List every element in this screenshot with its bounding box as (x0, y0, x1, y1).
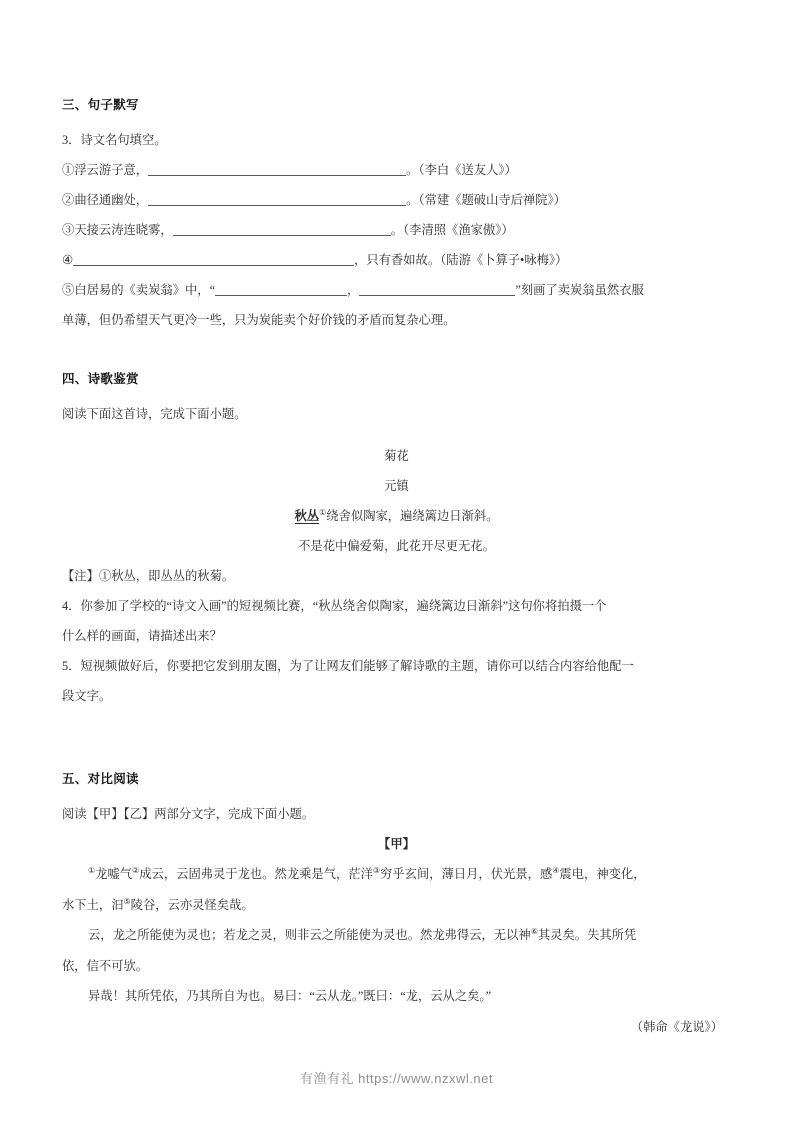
footnote-marker: ② (132, 865, 140, 875)
passage-label-jia: 【甲】 (378, 837, 415, 851)
classical-text: 其灵矣。失其所凭 (537, 928, 637, 942)
item-lead-text: 浮云游子意， (74, 163, 149, 177)
poem-line-2: 不是花中偏爱菊，此花开尽更无花。 (298, 539, 495, 553)
poem-title: 菊花 (384, 449, 409, 463)
classical-text: 震电，神变化， (559, 867, 646, 881)
item-tail-text: ”刻画了卖炭翁虽然衣服 (515, 283, 644, 297)
answer-blank[interactable] (173, 220, 391, 236)
question-4-line2: 什么样的画面，请描述出来？ (62, 629, 222, 643)
classical-text: 成云，云固弗灵于龙也。然龙乘是气，茫洋 (139, 867, 373, 881)
item-trail-text: 。 (406, 193, 419, 207)
item-mid-text: ， (347, 283, 360, 297)
fill-blank-item-2 (62, 185, 731, 215)
fill-blank-item-4 (62, 245, 731, 275)
answer-blank[interactable] (359, 280, 515, 296)
item-citation: （陆游《卜算子•咏梅》） (440, 253, 568, 267)
item-lead-text: 曲径通幽处， (74, 193, 149, 207)
question-4-number: 4． (62, 599, 81, 613)
question-5-number: 5． (62, 659, 81, 673)
passage-attribution: （韩命《龙说》） (630, 1020, 723, 1034)
item-lead-text: 天接云涛连晓雾， (74, 223, 173, 237)
question-4-line1 (62, 591, 731, 621)
item-marker: ① (62, 163, 75, 177)
poem-footnote: 【注】①秋丛，即丛丛的秋菊。 (62, 569, 235, 583)
item-trail-text: 。 (390, 223, 404, 237)
question-5-line1 (62, 651, 731, 681)
classical-text: 陵谷，云亦灵怪矣哉。 (130, 898, 254, 912)
poem-author: 元镇 (384, 479, 409, 493)
poem-keyword: 秋丛 (294, 509, 320, 523)
classical-text: 龙嘘气 (95, 867, 133, 881)
item-citation: （李白《送友人》） (418, 163, 517, 177)
classical-text: 穷乎玄间，薄日月，伏光景，感 (380, 867, 553, 881)
footnote-marker: ⑥ (530, 926, 538, 936)
classical-paragraph-2 (62, 920, 731, 951)
item-marker: ② (62, 193, 75, 207)
poem-line-1 (62, 501, 731, 531)
item-citation: （常建《题破山寺后禅院》） (418, 193, 566, 207)
fill-blank-item-3 (62, 215, 731, 245)
item-lead-text: 白居易的《卖炭翁》中，“ (74, 283, 216, 297)
item-trail-text: 。 (406, 163, 419, 177)
classical-paragraph-2-line2: 依，信不可欤。 (62, 959, 149, 973)
question-3-number: 3． (62, 133, 81, 147)
footnote-marker: ① (88, 865, 96, 875)
section-heading-3: 三、句子默写 (62, 98, 139, 112)
item-marker: ④ (62, 253, 74, 267)
item-trail-text: ，只有香如故。 (354, 253, 441, 267)
section-4-instruction: 阅读下面这首诗，完成下面小题。 (62, 407, 247, 421)
item-citation: （李清照《渔家傲》） (403, 223, 514, 237)
section-heading-4: 四、诗歌鉴赏 (62, 372, 139, 386)
section-spacer (62, 711, 731, 769)
question-3-text: 诗文名句填空。 (80, 133, 167, 147)
question-5-text: 短视频做好后，你要把它发到朋友圈，为了让网友们能够了解诗歌的主题，请你可以结合内容给他配一 (80, 659, 634, 673)
classical-paragraph-3: 异哉！其所凭依，乃其所自为也。易曰：“云从龙。”既曰：“龙，云从之矣。” (88, 989, 492, 1003)
watermark: 有渔有礼 https://www.nzxwl.net (300, 1071, 493, 1086)
question-4-text: 你参加了学校的“诗文入画”的短视频比赛，“秋丛绕舍似陶家，遍绕篱边日渐斜”这句你将拍摄一个 (80, 599, 607, 613)
section-heading-5: 五、对比阅读 (62, 772, 139, 786)
footnote-marker: ⑤ (123, 896, 131, 906)
answer-blank[interactable] (215, 280, 347, 296)
answer-blank[interactable] (73, 250, 354, 266)
fill-blank-item-5-line2: 单薄，但仍希望天气更冷一些，只为炭能卖个好价钱的矛盾而复杂心理。 (62, 313, 456, 327)
classical-text: 水下土，汩 (62, 898, 124, 912)
answer-blank[interactable] (148, 190, 406, 206)
classical-paragraph-1 (62, 859, 731, 890)
item-marker: ③ (62, 223, 75, 237)
answer-blank[interactable] (148, 160, 406, 176)
classical-paragraph-1-line2 (62, 890, 731, 920)
footnote-marker: ① (319, 507, 327, 517)
classical-text: 云，龙之所能使为灵也；若龙之灵，则非云之所能使为灵也。然龙弗得云，无以神 (88, 928, 531, 942)
question-3-prompt (62, 125, 731, 155)
footnote-marker: ③ (372, 865, 381, 875)
question-5-line2: 段文字。 (62, 689, 112, 703)
poem-line-1-rest: 绕舍似陶家，遍绕篱边日渐斜。 (326, 509, 499, 523)
fill-blank-item-5 (62, 275, 731, 305)
item-marker: ⑤ (62, 283, 75, 297)
section-5-instruction: 阅读【甲】【乙】两部分文字，完成下面小题。 (62, 807, 315, 821)
footnote-marker: ④ (552, 865, 560, 875)
fill-blank-item-1 (62, 155, 731, 185)
